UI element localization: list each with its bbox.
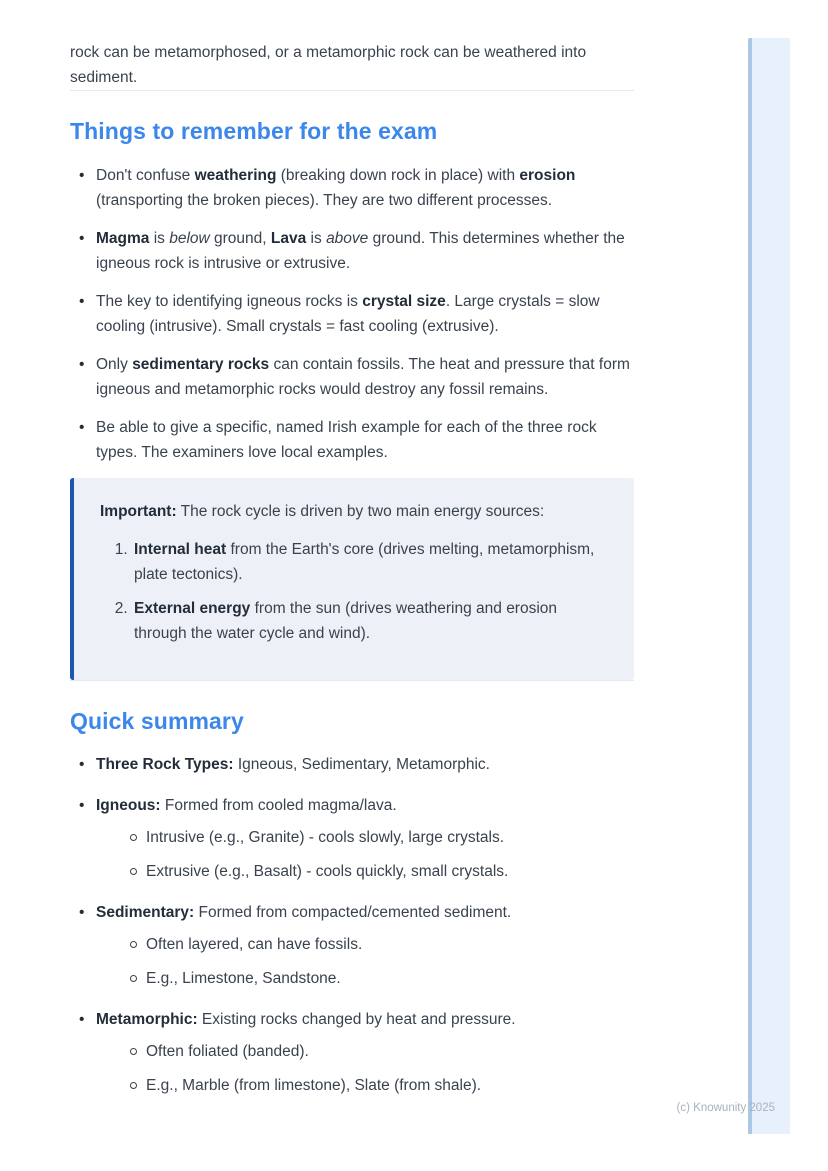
list-item-text <box>96 752 634 777</box>
text-segment: Don't confuse <box>96 167 195 184</box>
text-segment: is <box>306 230 327 247</box>
section-title-things-to-remember: Things to remember for the exam <box>70 118 438 144</box>
list-item <box>70 289 634 339</box>
sub-list-item <box>120 1039 634 1064</box>
text-segment: Intrusive (e.g., Granite) - cools slowly, large crystals. <box>146 829 505 846</box>
sub-list <box>120 932 634 991</box>
text-segment: Only <box>96 356 133 373</box>
text-segment: Be able to give a specific, named Irish example for each of the three rock types. The examiners love local examples. <box>96 419 597 461</box>
list-item <box>70 900 634 991</box>
list-item <box>70 352 634 402</box>
sub-list-item <box>120 825 634 850</box>
text-segment: below <box>169 230 210 247</box>
text-segment: External energy <box>134 600 251 617</box>
text-segment: Sedimentary: <box>96 904 195 921</box>
callout-numbered-list <box>100 537 610 646</box>
section-divider <box>70 680 634 681</box>
callout-list-item <box>132 596 610 646</box>
text-segment: from the Earth's core (drives melting, metamorphism, plate tectonics). <box>134 541 595 583</box>
text-segment: Important: <box>100 503 177 520</box>
text-segment: E.g., Limestone, Sandstone. <box>146 970 341 987</box>
text-segment: is <box>149 230 170 247</box>
text-segment: Igneous: <box>96 797 161 814</box>
list-item-text <box>96 793 634 818</box>
sub-list <box>120 1039 634 1098</box>
text-segment: Formed from cooled magma/lava. <box>160 797 397 814</box>
text-segment: Often layered, can have fossils. <box>146 936 363 953</box>
list-item-text <box>96 900 634 925</box>
text-segment: Igneous, Sedimentary, Metamorphic. <box>233 756 490 773</box>
text-segment: (transporting the broken pieces). They are two different processes. <box>96 192 553 209</box>
quick-summary-list <box>70 752 634 1098</box>
text-segment: weathering <box>194 167 277 184</box>
sub-list-item <box>120 1073 634 1098</box>
exam-tips-list <box>70 163 634 465</box>
text-segment: ground. This determines whether the igneous rock is intrusive or extrusive. <box>96 230 625 272</box>
text-segment: . Large crystals = slow cooling (intrusive). Small crystals = fast cooling (extrusive). <box>96 293 600 335</box>
list-item <box>70 752 634 777</box>
text-segment: Extrusive (e.g., Basalt) - cools quickly, small crystals. <box>146 863 509 880</box>
sub-list <box>120 825 634 884</box>
text-segment: sedimentary rocks <box>132 356 270 373</box>
copyright-footer: (c) Knowunity 2025 <box>676 1102 775 1114</box>
text-segment: Three Rock Types: <box>96 756 234 773</box>
list-item <box>70 1007 634 1098</box>
list-item <box>70 163 634 213</box>
text-segment: erosion <box>519 167 576 184</box>
text-segment: crystal size <box>362 293 446 310</box>
list-item <box>70 793 634 884</box>
important-callout <box>70 478 634 680</box>
intro-paragraph: rock can be metamorphosed, or a metamorphic rock can be weathered into sediment. <box>70 44 587 86</box>
text-segment: Often foliated (banded). <box>146 1043 309 1060</box>
text-segment: Lava <box>270 230 307 247</box>
sub-list-item <box>120 966 634 991</box>
list-item <box>70 415 634 465</box>
page-edge-stripe <box>748 38 790 1134</box>
page-content <box>70 0 634 1114</box>
text-segment: (breaking down rock in place) with <box>276 167 520 184</box>
text-segment: The key to identifying igneous rocks is <box>96 293 363 310</box>
sub-list-item <box>120 859 634 884</box>
text-segment: Magma <box>96 230 150 247</box>
section-title-quick-summary: Quick summary <box>70 708 244 734</box>
list-item-text <box>96 1007 634 1032</box>
callout-lead-text <box>100 499 610 524</box>
text-segment: ground, <box>209 230 271 247</box>
text-segment: from the sun (drives weathering and erosion through the water cycle and wind). <box>134 600 558 642</box>
text-segment: can contain fossils. The heat and pressure that form igneous and metamorphic rocks would destroy any fossil remains. <box>96 356 630 398</box>
text-segment: Internal heat <box>134 541 227 558</box>
callout-list-item <box>132 537 610 587</box>
text-segment: E.g., Marble (from limestone), Slate (from shale). <box>146 1077 482 1094</box>
text-segment: Existing rocks changed by heat and pressure. <box>197 1011 516 1028</box>
text-segment: The rock cycle is driven by two main energy sources: <box>176 503 545 520</box>
sub-list-item <box>120 932 634 957</box>
text-segment: above <box>326 230 369 247</box>
list-item <box>70 226 634 276</box>
text-segment: Metamorphic: <box>96 1011 198 1028</box>
section-divider <box>70 90 634 91</box>
text-segment: Formed from compacted/cemented sediment. <box>194 904 512 921</box>
